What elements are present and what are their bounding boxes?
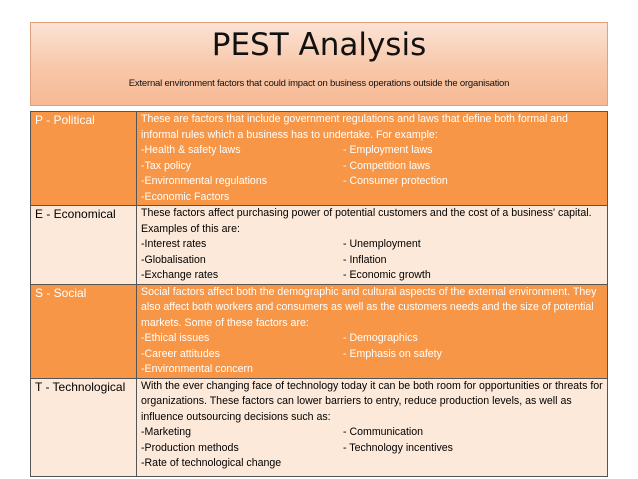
factor-item: -Rate of technological change bbox=[141, 457, 282, 469]
factor-item: -Ethical issues bbox=[141, 332, 210, 344]
factor-item: - Technology incentives bbox=[343, 441, 453, 454]
factor-item: -Health & safety laws bbox=[141, 144, 241, 156]
factor-item: - Economic growth bbox=[343, 269, 431, 281]
factor-item: - Demographics bbox=[343, 332, 418, 344]
row-description bbox=[137, 378, 608, 476]
row-label: T - Technological bbox=[31, 378, 137, 476]
row-description bbox=[137, 112, 608, 206]
table-row-economical bbox=[31, 206, 608, 285]
title-banner bbox=[30, 22, 608, 106]
factor-item: -Globalisation bbox=[141, 253, 206, 266]
factor-list bbox=[141, 237, 603, 284]
factor-item: -Career attitudes bbox=[141, 347, 220, 360]
pest-table bbox=[30, 111, 608, 477]
page-subtitle: External environment factors that could impact on business operations outside the organisation bbox=[128, 78, 510, 89]
row-intro: These are factors that include government regulations and laws that define both formal and informal rules which a business has to undertake. For example: bbox=[141, 113, 568, 141]
factor-item: - Emphasis on safety bbox=[343, 347, 442, 360]
table-row-technological bbox=[31, 378, 608, 476]
row-intro: Social factors affect both the demographic and cultural aspects of the external environment. They also affect both workers and consumers as well as the customers needs and the size of potential markets. Some of these factors are: bbox=[141, 285, 597, 329]
row-label: E - Economical bbox=[31, 206, 137, 285]
page-title: PEST Analysis bbox=[211, 27, 427, 63]
factor-item: -Exchange rates bbox=[141, 269, 219, 281]
row-label: S - Social bbox=[31, 284, 137, 378]
factor-item: -Marketing bbox=[141, 426, 192, 438]
factor-item: - Consumer protection bbox=[343, 175, 448, 187]
factor-item: -Interest rates bbox=[141, 238, 207, 250]
table-row-political bbox=[31, 112, 608, 206]
factor-item: -Production methods bbox=[141, 441, 239, 454]
row-intro: These factors affect purchasing power of potential customers and the cost of a business' capital. Examples of this are: bbox=[141, 207, 592, 235]
factor-item: - Inflation bbox=[343, 253, 387, 266]
factor-list bbox=[141, 425, 603, 472]
factor-list bbox=[141, 331, 603, 378]
factor-item: -Economic Factors bbox=[141, 190, 230, 203]
factor-item: - Competition laws bbox=[343, 159, 431, 172]
factor-item: - Employment laws bbox=[343, 144, 433, 156]
row-intro: With the ever changing face of technology today it can be both room for opportunities or threats for organizations. These factors can lower barriers to entry, reduce production levels, as well as influence outsourcing decisions such as: bbox=[141, 379, 603, 423]
table-row-social bbox=[31, 284, 608, 378]
factor-list bbox=[141, 143, 603, 205]
factor-item: - Communication bbox=[343, 426, 424, 438]
row-label: P - Political bbox=[31, 112, 137, 206]
row-description bbox=[137, 284, 608, 378]
factor-item: -Environmental concern bbox=[141, 363, 253, 375]
factor-item: -Environmental regulations bbox=[141, 175, 268, 187]
factor-item: -Tax policy bbox=[141, 159, 192, 172]
factor-item: - Unemployment bbox=[343, 238, 421, 250]
row-description bbox=[137, 206, 608, 285]
